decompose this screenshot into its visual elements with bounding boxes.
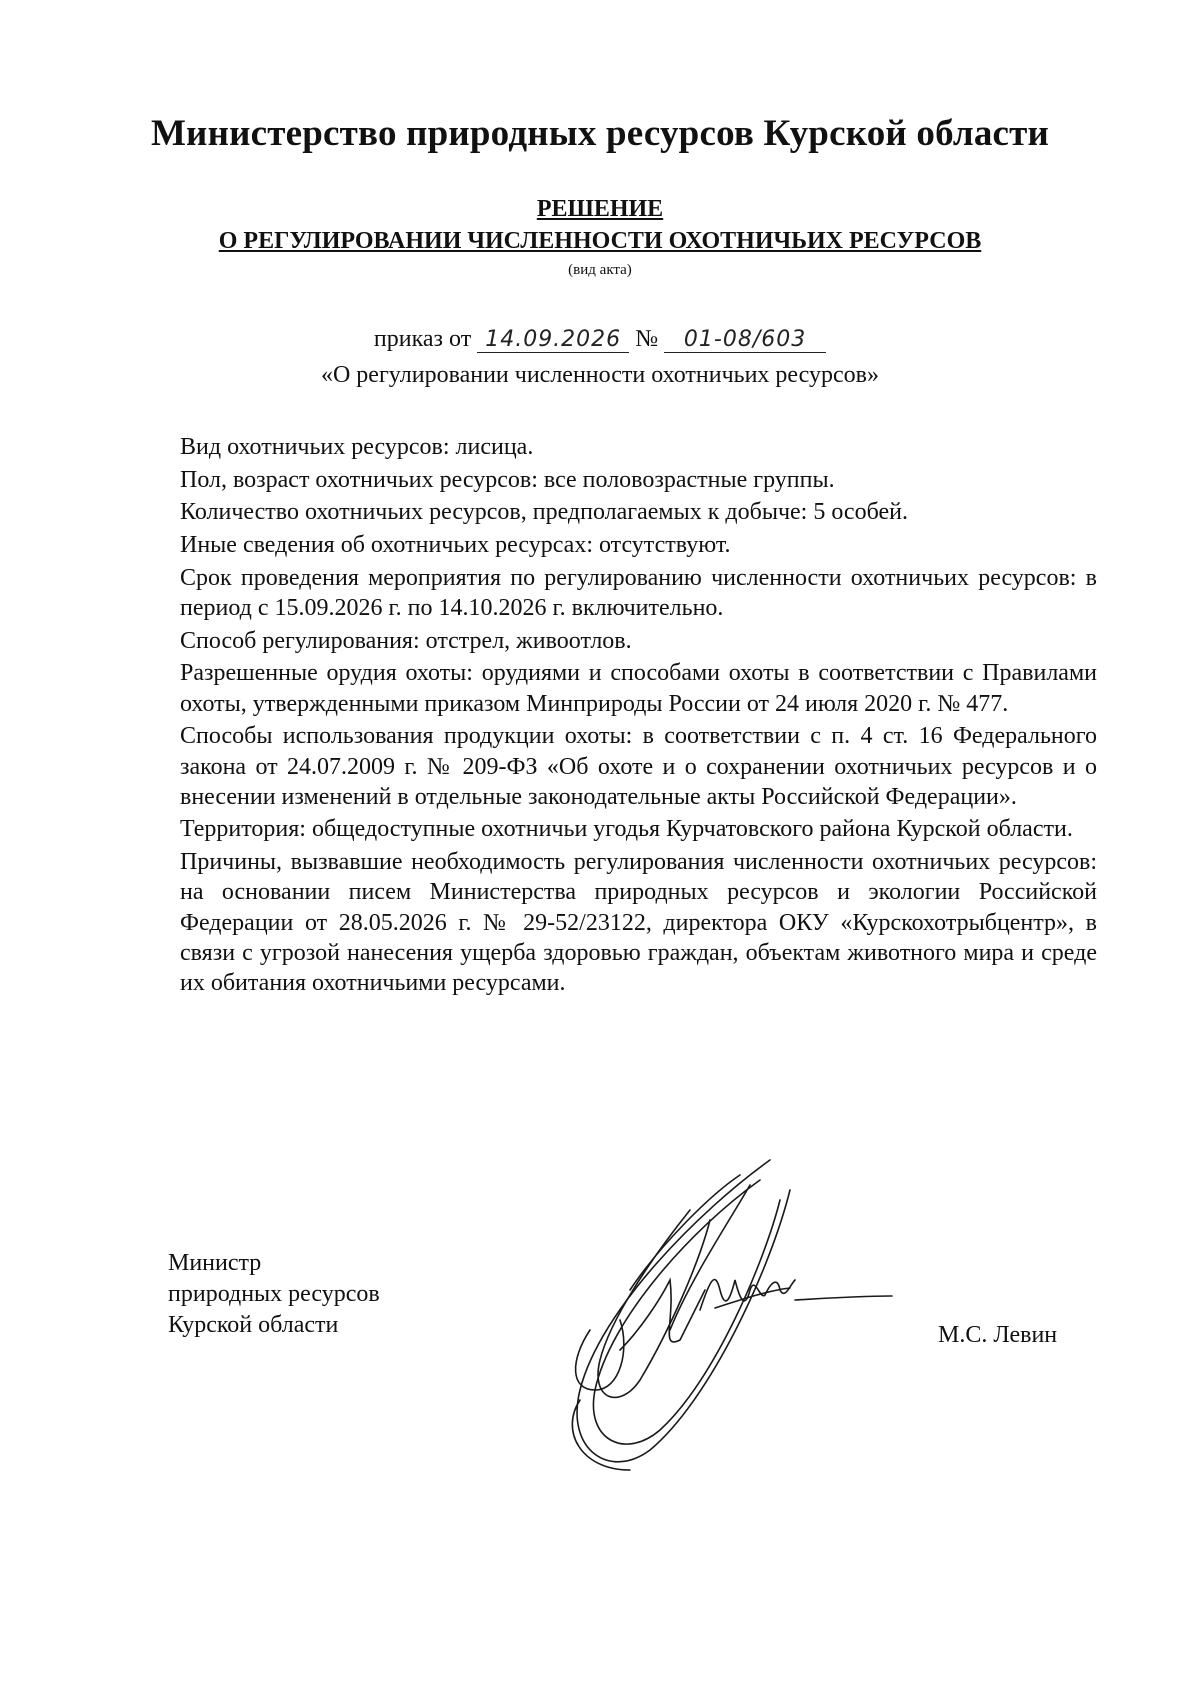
paragraph-period: Срок проведения мероприятия по регулированию численности охотничьих ресурсов: в период с 15.09.2026 г. по 14.10.2026 г. включительно. — [180, 564, 1097, 622]
paragraph-quantity: Количество охотничьих ресурсов, предполагаемых к добыче: 5 особей. — [180, 499, 908, 526]
order-number-label: № — [635, 326, 659, 352]
order-title: «О регулировании численности охотничьих ресурсов» — [320, 362, 880, 388]
order-date: 14.09.2026 — [477, 327, 629, 353]
decision-body — [180, 432, 1097, 1001]
decision-subtitle: О РЕГУЛИРОВАНИИ ЧИСЛЕННОСТИ ОХОТНИЧЬИХ РЕСУРСОВ — [218, 228, 982, 254]
paragraph-method: Способ регулирования: отстрел, живоотлов. — [180, 627, 632, 654]
signatory-position — [168, 1248, 380, 1341]
paragraph-product-use: Способы использования продукции охоты: в соответствии с п. 4 ст. 16 Федерального закона от 24.07.2009 г. № 209-ФЗ «Об охоте и о сохранении охотничьих ресурсов и о внесении изменений в отдельные законодательные акты Российской Федерации». — [180, 723, 1097, 810]
decision-title: РЕШЕНИЕ — [536, 196, 664, 222]
paragraph-tools: Разрешенные орудия охоты: орудиями и способами охоты в соответствии с Правилами охоты, утвержденными приказом Минприроды России от 24 июля 2020 г. № 477. — [180, 660, 1097, 717]
paragraph-reasons: Причины, вызвавшие необходимость регулирования численности охотничьих ресурсов: на основании писем Министерства природных ресурсов и экологии Российской Федерации от 28.05.2026 г. № 29-52/23122, директора ОКУ «Курскохотрыбцентр», в связи с угрозой нанесения ущерба здоровью граждан, объектам животного мира и среде их обитания охотничьими ресурсами. — [180, 849, 1097, 996]
position-line: Курской области — [168, 1312, 339, 1338]
paragraph-other-info: Иные сведения об охотничьих ресурсах: отсутствуют. — [180, 532, 731, 559]
position-line: природных ресурсов — [168, 1281, 380, 1307]
handwritten-signature — [540, 1150, 920, 1490]
order-prefix: приказ от — [373, 326, 472, 352]
paragraph-sex-age: Пол, возраст охотничьих ресурсов: все половозрастные группы. — [180, 466, 835, 493]
ministry-heading: Министерство природных ресурсов Курской области — [150, 113, 1050, 154]
signatory-name: М.С. Левин — [938, 1322, 1058, 1348]
position-line: Министр — [168, 1250, 262, 1276]
paragraph-resource-type: Вид охотничьих ресурсов: лисица. — [180, 434, 534, 460]
paragraph-territory: Территория: общедоступные охотничьи угодья Курчатовского района Курской области. — [180, 816, 1073, 843]
order-number: 01-08/603 — [664, 327, 826, 353]
order-line — [0, 326, 1200, 353]
act-kind-caption: (вид акта) — [568, 262, 632, 278]
